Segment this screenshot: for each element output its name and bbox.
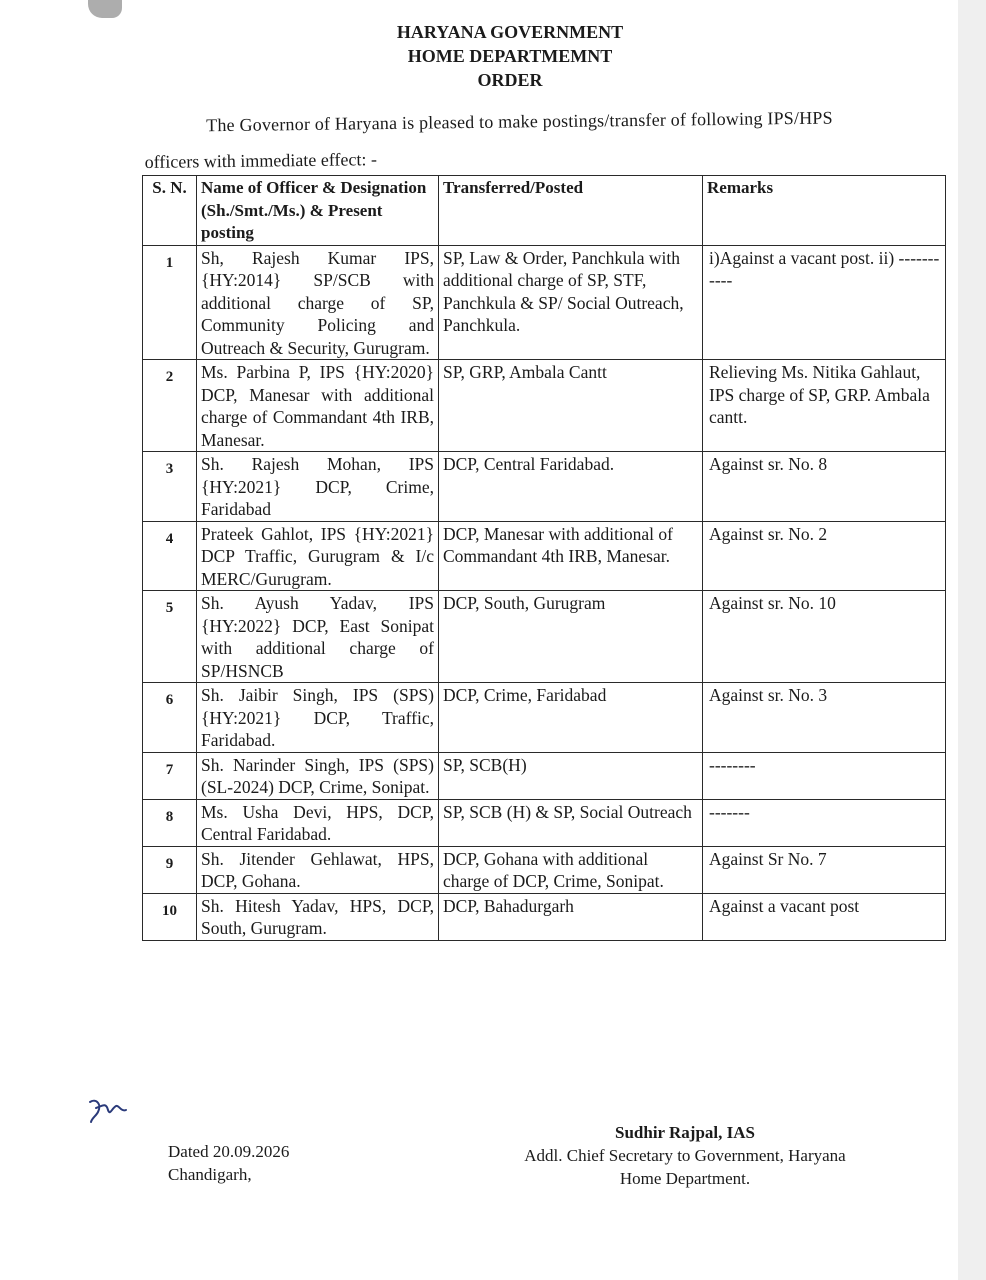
cell-name: Prateek Gahlot, IPS {HY:2021} DCP Traffic, Gurugram & I/c MERC/Gurugram. <box>197 521 439 591</box>
postings-table <box>142 175 946 941</box>
cell-remarks: Against sr. No. 10 <box>703 591 946 683</box>
table-row <box>143 245 946 360</box>
header-department: HOME DEPARTMEMNT <box>407 46 613 66</box>
cell-name: Ms. Usha Devi, HPS, DCP, Central Faridabad. <box>197 799 439 846</box>
cell-remarks: Against sr. No. 3 <box>703 683 946 753</box>
table-row <box>143 752 946 799</box>
cell-name: Sh. Hitesh Yadav, HPS, DCP, South, Gurugram. <box>197 893 439 940</box>
signatory-name: Sudhir Rajpal, IAS <box>615 1123 755 1142</box>
intro-line-1: The Governor of Haryana is pleased to make postings/transfer of following IPS/HPS <box>206 107 833 136</box>
table-row <box>143 893 946 940</box>
cell-posted: DCP, Bahadurgarh <box>439 893 703 940</box>
scan-corner-mark <box>88 0 122 18</box>
table-row <box>143 452 946 522</box>
cell-posted: DCP, Crime, Faridabad <box>439 683 703 753</box>
cell-posted: SP, SCB(H) <box>439 752 703 799</box>
table-row <box>143 360 946 452</box>
cell-name: Sh. Jaibir Singh, IPS (SPS) {HY:2021} DCP, Traffic, Faridabad. <box>197 683 439 753</box>
cell-remarks: -------- <box>703 752 946 799</box>
cell-posted: DCP, Manesar with additional of Commandant 4th IRB, Manesar. <box>439 521 703 591</box>
table-row <box>143 683 946 753</box>
cell-posted: DCP, South, Gurugram <box>439 591 703 683</box>
signatory-block <box>480 1121 890 1190</box>
cell-name: Sh. Jitender Gehlawat, HPS, DCP, Gohana. <box>197 846 439 893</box>
document-header <box>300 20 720 92</box>
cell-posted: DCP, Gohana with additional charge of DCP, Crime, Sonipat. <box>439 846 703 893</box>
header-government: HARYANA GOVERNMENT <box>396 22 624 42</box>
cell-sn: 7 <box>143 752 197 799</box>
cell-sn: 8 <box>143 799 197 846</box>
cell-sn: 4 <box>143 521 197 591</box>
signatory-title: Addl. Chief Secretary to Government, Haryana <box>524 1146 846 1165</box>
date-place-block <box>168 1140 289 1186</box>
cell-posted: SP, Law & Order, Panchkula with additional charge of SP, STF, Panchkula & SP/ Social Outreach, Panchkula. <box>439 245 703 360</box>
cell-remarks: Against sr. No. 2 <box>703 521 946 591</box>
cell-sn: 6 <box>143 683 197 753</box>
header-order: ORDER <box>477 70 543 90</box>
col-header-posted: Transferred/Posted <box>439 176 703 246</box>
cell-remarks: Against sr. No. 8 <box>703 452 946 522</box>
cell-name: Sh. Narinder Singh, IPS (SPS) (SL-2024) DCP, Crime, Sonipat. <box>197 752 439 799</box>
cell-remarks: i)Against a vacant post. ii) ----------- <box>703 245 946 360</box>
initials-signature <box>86 1096 130 1126</box>
table-row <box>143 799 946 846</box>
cell-name: Sh. Rajesh Mohan, IPS {HY:2021} DCP, Crime, Faridabad <box>197 452 439 522</box>
cell-posted: SP, SCB (H) & SP, Social Outreach <box>439 799 703 846</box>
cell-remarks: Relieving Ms. Nitika Gahlaut, IPS charge of SP, GRP. Ambala cantt. <box>703 360 946 452</box>
cell-posted: SP, GRP, Ambala Cantt <box>439 360 703 452</box>
cell-remarks: Against Sr No. 7 <box>703 846 946 893</box>
table-row <box>143 521 946 591</box>
col-header-remarks: Remarks <box>703 176 946 246</box>
cell-sn: 1 <box>143 245 197 360</box>
cell-name: Sh. Ayush Yadav, IPS {HY:2022} DCP, East Sonipat with additional charge of SP/HSNCB <box>197 591 439 683</box>
cell-sn: 9 <box>143 846 197 893</box>
table-row <box>143 591 946 683</box>
col-header-sn: S. N. <box>143 176 197 246</box>
cell-posted: DCP, Central Faridabad. <box>439 452 703 522</box>
cell-sn: 10 <box>143 893 197 940</box>
cell-sn: 5 <box>143 591 197 683</box>
cell-sn: 3 <box>143 452 197 522</box>
signatory-department: Home Department. <box>619 1169 751 1188</box>
page-edge-strip <box>958 0 986 1280</box>
table-header-row <box>143 176 946 246</box>
cell-name: Ms. Parbina P, IPS {HY:2020} DCP, Manesar with additional charge of Commandant 4th IRB, Manesar. <box>197 360 439 452</box>
cell-sn: 2 <box>143 360 197 452</box>
intro-line-2: officers with immediate effect: - <box>144 149 378 172</box>
cell-name: Sh, Rajesh Kumar IPS, {HY:2014} SP/SCB with additional charge of SP, Community Policing and Outreach & Security, Gurugram. <box>197 245 439 360</box>
order-intro <box>144 98 925 180</box>
order-date: Dated 20.09.2026 <box>168 1142 290 1161</box>
cell-remarks: Against a vacant post <box>703 893 946 940</box>
cell-remarks: ------- <box>703 799 946 846</box>
table-row <box>143 846 946 893</box>
order-place: Chandigarh, <box>168 1165 252 1184</box>
col-header-name: Name of Officer & Designation (Sh./Smt./Ms.) & Present posting <box>197 176 439 246</box>
